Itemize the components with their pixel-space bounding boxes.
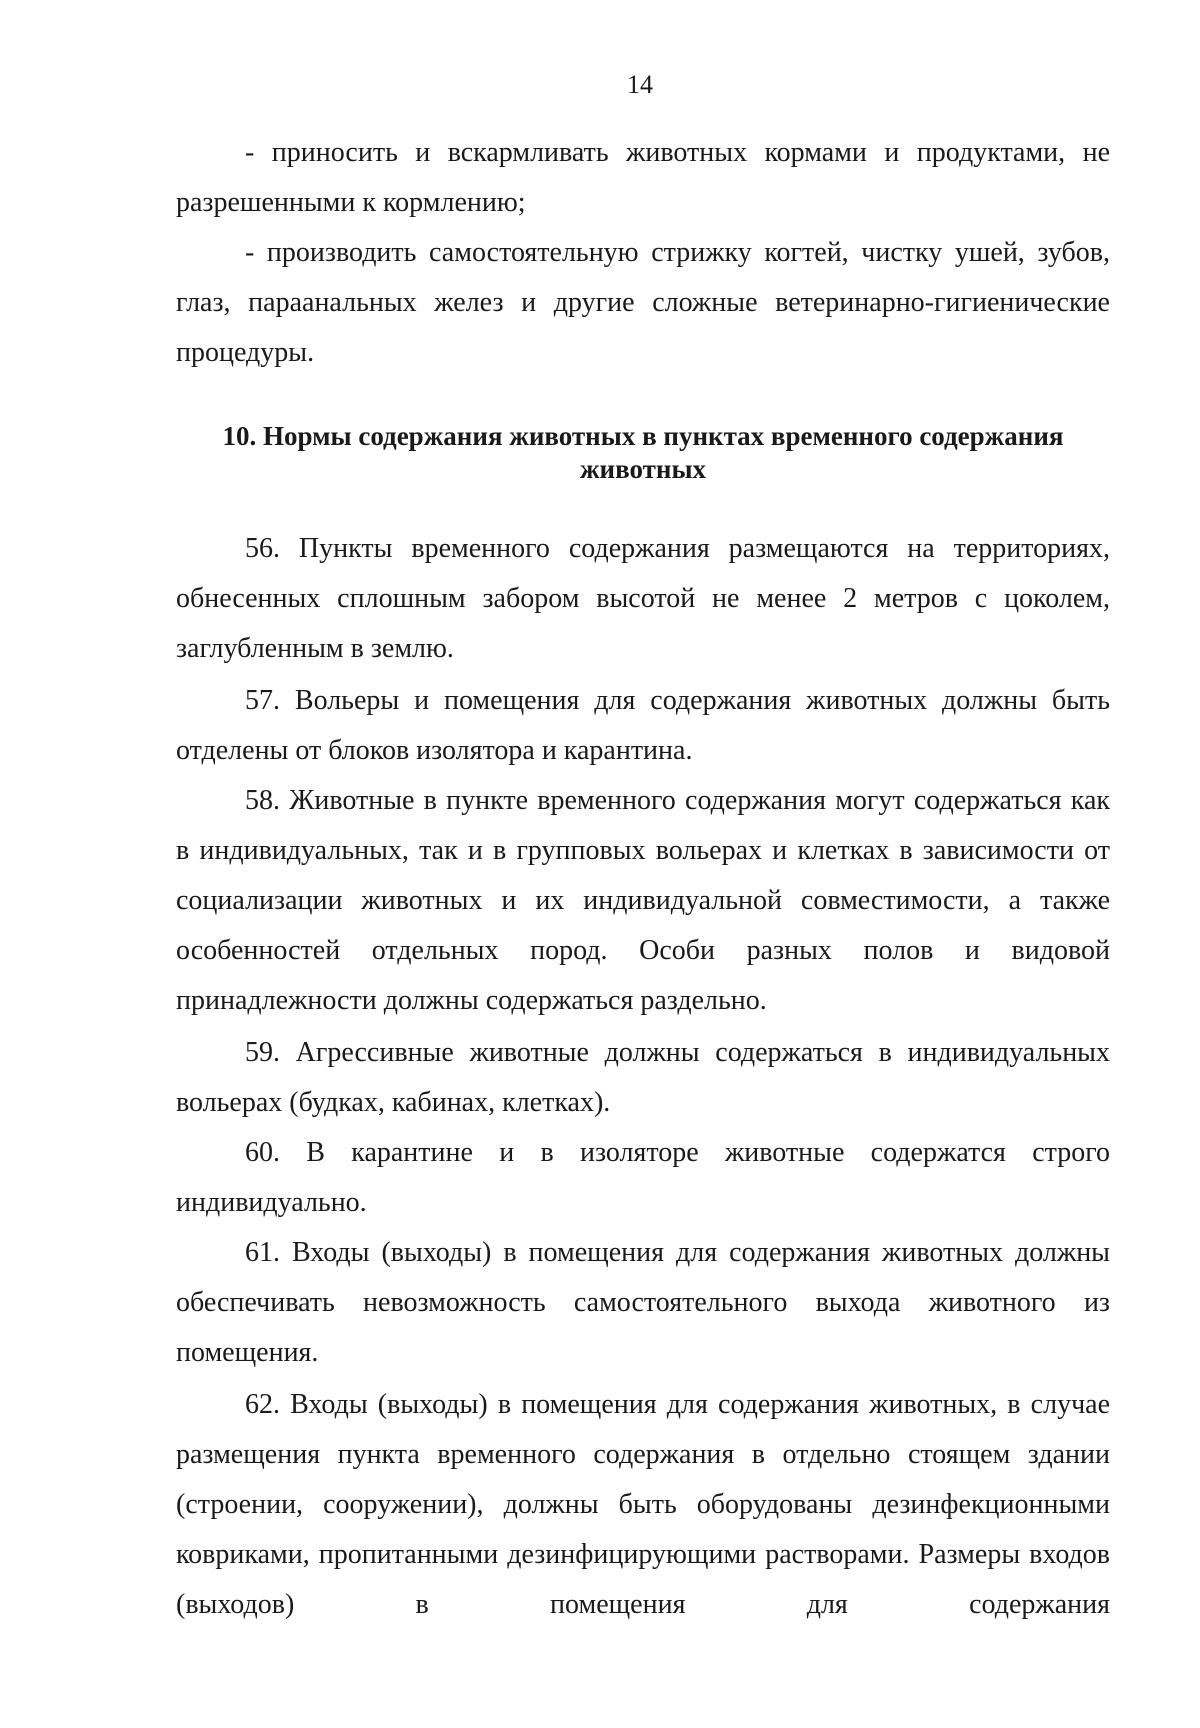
section-heading-line: 10. Нормы содержания животных в пунктах временного содержания [222, 421, 1064, 451]
clause-58: 58. Животные в пункте временного содержания могут содержаться как в индивидуальных, так и в групповых вольерах и клетках в зависимости от социализации животных и их индивидуальной совместимости, а также особенностей отдельных пород. Особи разных полов и видовой принадлежности должны содержаться раздельно. [176, 785, 1110, 1016]
bullet-paragraph: - приносить и вскармливать животных кормами и продуктами, не разрешенными к кормлению; [176, 137, 1110, 218]
clause-61: 61. Входы (выходы) в помещения для содержания животных должны обеспечивать невозможность самостоятельного выхода животного из помещения. [176, 1237, 1110, 1368]
section-heading [176, 420, 1110, 486]
clause-56: 56. Пункты временного содержания размещаются на территориях, обнесенных сплошным забором высотой не менее 2 метров с цоколем, заглубленным в землю. [176, 533, 1110, 664]
clause-59: 59. Агрессивные животные должны содержаться в индивидуальных вольерах (будках, кабинах, клетках). [176, 1037, 1110, 1118]
section-heading-line: животных [579, 454, 707, 484]
clause-62: 62. Входы (выходы) в помещения для содержания животных, в случае размещения пункта временного содержания в отдельно стоящем здании (строении, сооружении), должны быть оборудованы дезинфекционными ковриками, пропитанными дезинфицирующими растворами. Размеры входов (выходов) в помещения для содержания [176, 1389, 1110, 1620]
bullet-paragraph: - производить самостоятельную стрижку когтей, чистку ушей, зубов, глаз, параанальных желез и другие сложные ветеринарно-гигиенические процедуры. [176, 237, 1110, 368]
page-number: 14 [627, 70, 653, 99]
clause-60: 60. В карантине и в изоляторе животные содержатся строго индивидуально. [176, 1137, 1110, 1218]
clause-57: 57. Вольеры и помещения для содержания животных должны быть отделены от блоков изолятора и карантина. [176, 685, 1110, 766]
